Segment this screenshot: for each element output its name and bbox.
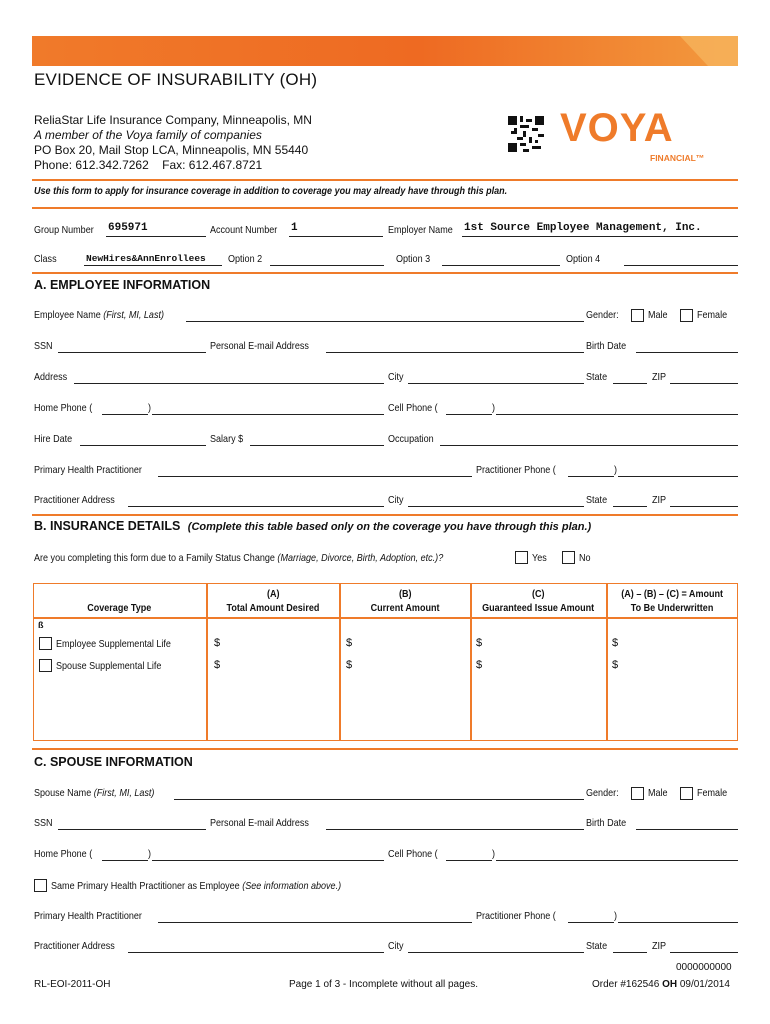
section-b-title: B. INSURANCE DETAILS (Complete this table based only on the coverage you have through this plan.) [34, 519, 592, 533]
practitioner-phone-field[interactable] [618, 476, 738, 477]
banner-swoosh [660, 36, 738, 66]
row1-amount-c[interactable]: $ [476, 637, 483, 649]
occupation-field[interactable] [440, 445, 738, 446]
account-number-label: Account Number [210, 224, 278, 236]
option3-label: Option 3 [396, 253, 431, 265]
address-label: Address [34, 371, 68, 383]
family-status-question: Are you completing this form due to a Family Status Change (Marriage, Divorce, Birth, Adoption, etc.)? [34, 552, 444, 564]
divider [32, 514, 738, 516]
email-field[interactable] [326, 352, 584, 353]
col-header-d: To Be Underwritten [631, 602, 714, 614]
spouse-gender-male-label: Male [648, 787, 668, 799]
spouse-gender-label: Gender: [586, 787, 619, 799]
class-value: NewHires&AnnEnrollees [86, 253, 206, 264]
col-header-coverage-type: Coverage Type [87, 602, 152, 614]
spouse-cell-phone-paren: ) [492, 848, 496, 860]
row2-amount-c[interactable]: $ [476, 659, 483, 671]
spouse-practitioner-phone-paren: ) [614, 910, 618, 922]
class-label: Class [34, 253, 57, 265]
cell-phone-label: Cell Phone ( [388, 402, 438, 414]
row-marker-icon: ß [38, 620, 44, 630]
spouse-practitioner-phone-area-field[interactable] [568, 922, 614, 923]
address-line: PO Box 20, Mail Stop LCA, Minneapolis, MN 55440 [34, 143, 309, 157]
account-number-field[interactable] [289, 236, 383, 237]
col-header-a: Total Amount Desired [226, 602, 320, 614]
family-status-no-checkbox[interactable] [562, 551, 575, 564]
row1-amount-a[interactable]: $ [214, 637, 221, 649]
practitioner-city-field[interactable] [408, 506, 584, 507]
option3-field[interactable] [442, 265, 560, 266]
spouse-email-label: Personal E-mail Address [210, 817, 309, 829]
spouse-practitioner-label: Primary Health Practitioner [34, 910, 142, 922]
spouse-practitioner-phone-label: Practitioner Phone ( [476, 910, 556, 922]
col-header-d-formula: (A) – (B) – (C) = Amount [621, 588, 724, 600]
practitioner-city-label: City [388, 494, 404, 506]
hire-date-label: Hire Date [34, 433, 73, 445]
practitioner-zip-label: ZIP [652, 494, 667, 506]
col-header-b: Current Amount [370, 602, 440, 614]
family-status-yes-label: Yes [532, 552, 547, 564]
email-label: Personal E-mail Address [210, 340, 309, 352]
practitioner-state-field[interactable] [613, 506, 647, 507]
spouse-practitioner-state-label: State [586, 940, 608, 952]
spouse-cell-phone-label: Cell Phone ( [388, 848, 438, 860]
option4-label: Option 4 [566, 253, 601, 265]
zip-field[interactable] [670, 383, 738, 384]
spouse-cell-phone-area-field[interactable] [446, 860, 492, 861]
employer-name-field[interactable] [462, 236, 738, 237]
spouse-name-field[interactable] [174, 799, 584, 800]
cell-phone-area-field[interactable] [446, 414, 492, 415]
spouse-home-phone-area-field[interactable] [102, 860, 148, 861]
row2-amount-d[interactable]: $ [612, 659, 619, 671]
practitioner-phone-area-field[interactable] [568, 476, 614, 477]
practitioner-zip-field[interactable] [670, 506, 738, 507]
gender-male-checkbox[interactable] [631, 309, 644, 322]
address-field[interactable] [74, 383, 384, 384]
spouse-practitioner-field[interactable] [158, 922, 472, 923]
employer-name-value: 1st Source Employee Management, Inc. [464, 222, 702, 234]
divider [32, 748, 738, 750]
spouse-practitioner-address-label: Practitioner Address [34, 940, 115, 952]
spouse-ssn-label: SSN [34, 817, 53, 829]
gender-female-label: Female [697, 309, 728, 321]
practitioner-field[interactable] [158, 476, 472, 477]
spouse-practitioner-phone-field[interactable] [618, 922, 738, 923]
zip-label: ZIP [652, 371, 667, 383]
spouse-practitioner-city-field[interactable] [408, 952, 584, 953]
phone-line: Phone: 612.342.7262 Fax: 612.467.8721 [34, 158, 263, 172]
spouse-gender-male-checkbox[interactable] [631, 787, 644, 800]
row2-amount-b[interactable]: $ [346, 659, 353, 671]
salary-label: Salary $ [210, 433, 244, 445]
spouse-practitioner-address-field[interactable] [128, 952, 384, 953]
birth-date-field[interactable] [636, 352, 738, 353]
company-line: ReliaStar Life Insurance Company, Minneapolis, MN [34, 113, 312, 127]
employee-supplemental-life-label: Employee Supplemental Life [56, 638, 171, 650]
spouse-birth-date-label: Birth Date [586, 817, 627, 829]
group-number-label: Group Number [34, 224, 94, 236]
employee-supplemental-life-checkbox[interactable] [39, 637, 52, 650]
spouse-practitioner-zip-label: ZIP [652, 940, 667, 952]
group-number-value: 695971 [108, 222, 148, 234]
instruction-text: Use this form to apply for insurance coverage in addition to coverage you may already have through this plan. [34, 185, 508, 197]
voya-logo-sub: FINANCIAL™ [650, 153, 705, 163]
qr-code-icon [508, 116, 544, 152]
ssn-label: SSN [34, 340, 53, 352]
spouse-supplemental-life-checkbox[interactable] [39, 659, 52, 672]
ssn-field[interactable] [58, 352, 206, 353]
spouse-supplemental-life-label: Spouse Supplemental Life [56, 660, 162, 672]
form-id: RL-EOI-2011-OH [34, 979, 111, 990]
home-phone-area-field[interactable] [102, 414, 148, 415]
option2-label: Option 2 [228, 253, 263, 265]
spouse-name-label: Spouse Name (First, MI, Last) [34, 787, 155, 799]
col-header-b-code: (B) [398, 588, 412, 600]
home-phone-paren: ) [148, 402, 152, 414]
spouse-cell-phone-field[interactable] [496, 860, 738, 861]
spouse-practitioner-city-label: City [388, 940, 404, 952]
serial-number: 0000000000 [676, 962, 732, 973]
option4-field[interactable] [624, 265, 738, 266]
form-title: EVIDENCE OF INSURABILITY (OH) [34, 70, 318, 89]
practitioner-address-field[interactable] [128, 506, 384, 507]
divider [32, 207, 738, 209]
spouse-gender-female-label: Female [697, 787, 728, 799]
spouse-home-phone-label: Home Phone ( [34, 848, 93, 860]
row2-amount-a[interactable]: $ [214, 659, 221, 671]
spouse-gender-female-checkbox[interactable] [680, 787, 693, 800]
spouse-home-phone-paren: ) [148, 848, 152, 860]
spouse-birth-date-field[interactable] [636, 829, 738, 830]
family-status-yes-checkbox[interactable] [515, 551, 528, 564]
cell-phone-field[interactable] [496, 414, 738, 415]
salary-field[interactable] [250, 445, 384, 446]
section-b-hint: (Complete this table based only on the coverage you have through this plan.) [187, 521, 592, 533]
header-banner [32, 36, 738, 66]
cell-phone-paren: ) [492, 402, 496, 414]
gender-male-label: Male [648, 309, 668, 321]
row1-amount-d[interactable]: $ [612, 637, 619, 649]
voya-logo: VOYA [560, 106, 674, 150]
spouse-email-field[interactable] [326, 829, 584, 830]
class-field[interactable] [84, 265, 222, 266]
spouse-practitioner-zip-field[interactable] [670, 952, 738, 953]
section-c-title: C. SPOUSE INFORMATION [34, 755, 193, 769]
employer-name-label: Employer Name [388, 224, 453, 236]
spouse-ssn-field[interactable] [58, 829, 206, 830]
spouse-practitioner-state-field[interactable] [613, 952, 647, 953]
city-field[interactable] [408, 383, 584, 384]
account-number-value: 1 [291, 222, 298, 234]
option2-field[interactable] [270, 265, 384, 266]
member-line: A member of the Voya family of companies [34, 128, 262, 142]
hire-date-field[interactable] [80, 445, 206, 446]
state-field[interactable] [613, 383, 647, 384]
col-header-a-code: (A) [266, 588, 280, 600]
practitioner-state-label: State [586, 494, 608, 506]
gender-label: Gender: [586, 309, 619, 321]
family-status-no-label: No [579, 552, 591, 564]
same-practitioner-label: Same Primary Health Practitioner as Employee (See information above.) [51, 880, 342, 892]
divider [32, 179, 738, 181]
col-header-c-code: (C) [532, 588, 545, 600]
divider [32, 272, 738, 274]
section-a-title: A. EMPLOYEE INFORMATION [34, 278, 211, 292]
employee-name-field[interactable] [186, 321, 584, 322]
group-number-field[interactable] [106, 236, 206, 237]
home-phone-label: Home Phone ( [34, 402, 93, 414]
practitioner-phone-paren: ) [614, 464, 618, 476]
home-phone-field[interactable] [152, 414, 384, 415]
page-indicator: Page 1 of 3 - Incomplete without all pages. [289, 979, 479, 990]
state-label: State [586, 371, 608, 383]
city-label: City [388, 371, 404, 383]
practitioner-phone-label: Practitioner Phone ( [476, 464, 556, 476]
practitioner-address-label: Practitioner Address [34, 494, 115, 506]
col-header-c: Guaranteed Issue Amount [482, 602, 595, 614]
employee-name-label: Employee Name (First, MI, Last) [34, 309, 164, 321]
spouse-home-phone-field[interactable] [152, 860, 384, 861]
row1-amount-b[interactable]: $ [346, 637, 353, 649]
birth-date-label: Birth Date [586, 340, 627, 352]
gender-female-checkbox[interactable] [680, 309, 693, 322]
occupation-label: Occupation [388, 433, 434, 445]
order-info: Order #162546 OH 09/01/2014 [592, 979, 730, 990]
table-header-rule [33, 617, 738, 619]
same-practitioner-checkbox[interactable] [34, 879, 47, 892]
practitioner-label: Primary Health Practitioner [34, 464, 142, 476]
